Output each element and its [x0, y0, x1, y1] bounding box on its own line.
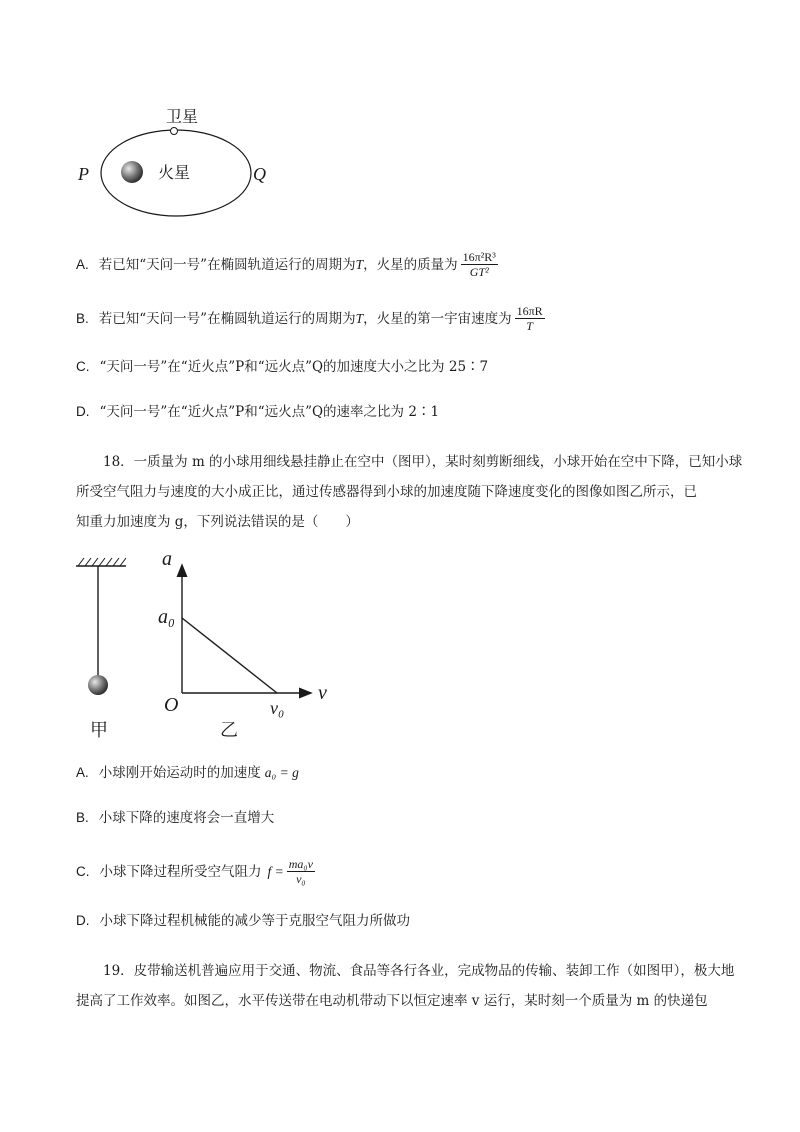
q18-option-a [76, 763, 299, 783]
q19-line: 提高了工作效率。如图乙，水平传送带在电动机带动下以恒定速率 v 运行，某时刻一个质量为 m 的快递包 [76, 993, 708, 1009]
option-letter: A. [76, 765, 89, 780]
q18-line: 知重力加速度为 g，下列说法错误的是（ ） [76, 514, 359, 530]
formula-denominator: T [526, 319, 533, 333]
option-letter: C. [76, 359, 90, 374]
q19-line: 19．皮带输送机普遍应用于交通、物流、食品等各行各业，完成物品的传输、装卸工作（如图甲），极大地 [103, 963, 735, 979]
q18-option-c [76, 857, 315, 886]
q18-stem-cont [76, 477, 716, 537]
formula-denominator: v₀ [296, 872, 306, 886]
formula-lhs: f = [267, 863, 284, 879]
option-text: 小球下降的速度将会一直增大 [98, 810, 275, 826]
q17-option-b [76, 304, 545, 333]
yi-label: 乙 [220, 720, 238, 741]
mass-formula [461, 250, 498, 279]
orbit-figure [70, 100, 290, 225]
period-var: T [355, 256, 364, 272]
q19-stem-cont [76, 986, 716, 1016]
pendulum-diagram [70, 548, 360, 748]
option-text: 小球刚开始运动时的加速度 [98, 765, 261, 781]
option-text: ，火星的第一宇宙速度为 [363, 310, 512, 327]
origin-label: O [164, 694, 179, 716]
pendulum-figure [70, 548, 360, 748]
axis-v-label: v [318, 682, 327, 704]
v0-label: v₀ [270, 698, 285, 718]
q18-stem [103, 447, 743, 477]
point-p-label: P [78, 164, 89, 184]
option-letter: A. [76, 256, 89, 272]
option-letter: B. [76, 810, 89, 825]
q18-line: 所受空气阻力与速度的大小成正比，通过传感器得到小球的加速度随下降速度变化的图像如图乙所示，已 [76, 484, 697, 500]
option-text: “天问一号”在“近火点”P和“远火点”Q的加速度大小之比为 25∶7 [99, 359, 489, 375]
q17-option-d [76, 402, 439, 422]
velocity-formula [515, 304, 545, 333]
option-letter: B. [76, 310, 89, 326]
a0-label: a₀ [158, 606, 175, 628]
option-text: 小球下降过程机械能的减少等于克服空气阻力所做功 [99, 913, 410, 929]
mars-ball [121, 161, 143, 183]
formula-numerator: 16π²R³ [462, 250, 496, 264]
q19-stem [103, 956, 743, 986]
option-text: 若已知“天问一号”在椭圆轨道运行的周期为 [98, 310, 356, 327]
ceiling-hatch [78, 558, 126, 566]
point-q-label: Q [253, 164, 266, 184]
graph-line [182, 618, 277, 693]
option-letter: D. [76, 913, 90, 928]
period-var: T [355, 310, 364, 326]
drag-formula [287, 857, 315, 886]
option-text: ，火星的质量为 [363, 256, 458, 273]
q18-option-b [76, 808, 274, 828]
formula-denominator: GT² [469, 265, 489, 279]
q18-option-d [76, 911, 410, 931]
axis-a-label: a [162, 548, 172, 570]
q18-line: 18．一质量为 m 的小球用细线悬挂静止在空中（图甲），某时刻剪断细线，小球开始在空中下降，已知小球 [103, 454, 743, 470]
option-text: 若已知“天问一号”在椭圆轨道运行的周期为 [98, 256, 356, 273]
q17-option-a [76, 250, 498, 279]
satellite-dot [171, 128, 178, 135]
option-text: 小球下降过程所受空气阻力 [99, 863, 262, 880]
q17-option-c [76, 357, 488, 377]
jia-label: 甲 [90, 720, 108, 741]
satellite-label: 卫星 [166, 107, 199, 126]
option-formula: a₀ = g [264, 765, 299, 780]
formula-numerator: ma₀v [288, 857, 313, 871]
option-text: “天问一号”在“近火点”P和“远火点”Q的速率之比为 2∶1 [99, 404, 440, 420]
formula-numerator: 16πR [516, 304, 543, 318]
small-ball [88, 675, 108, 695]
option-letter: D. [76, 404, 90, 419]
option-letter: C. [76, 863, 90, 879]
planet-label: 火星 [158, 163, 191, 182]
